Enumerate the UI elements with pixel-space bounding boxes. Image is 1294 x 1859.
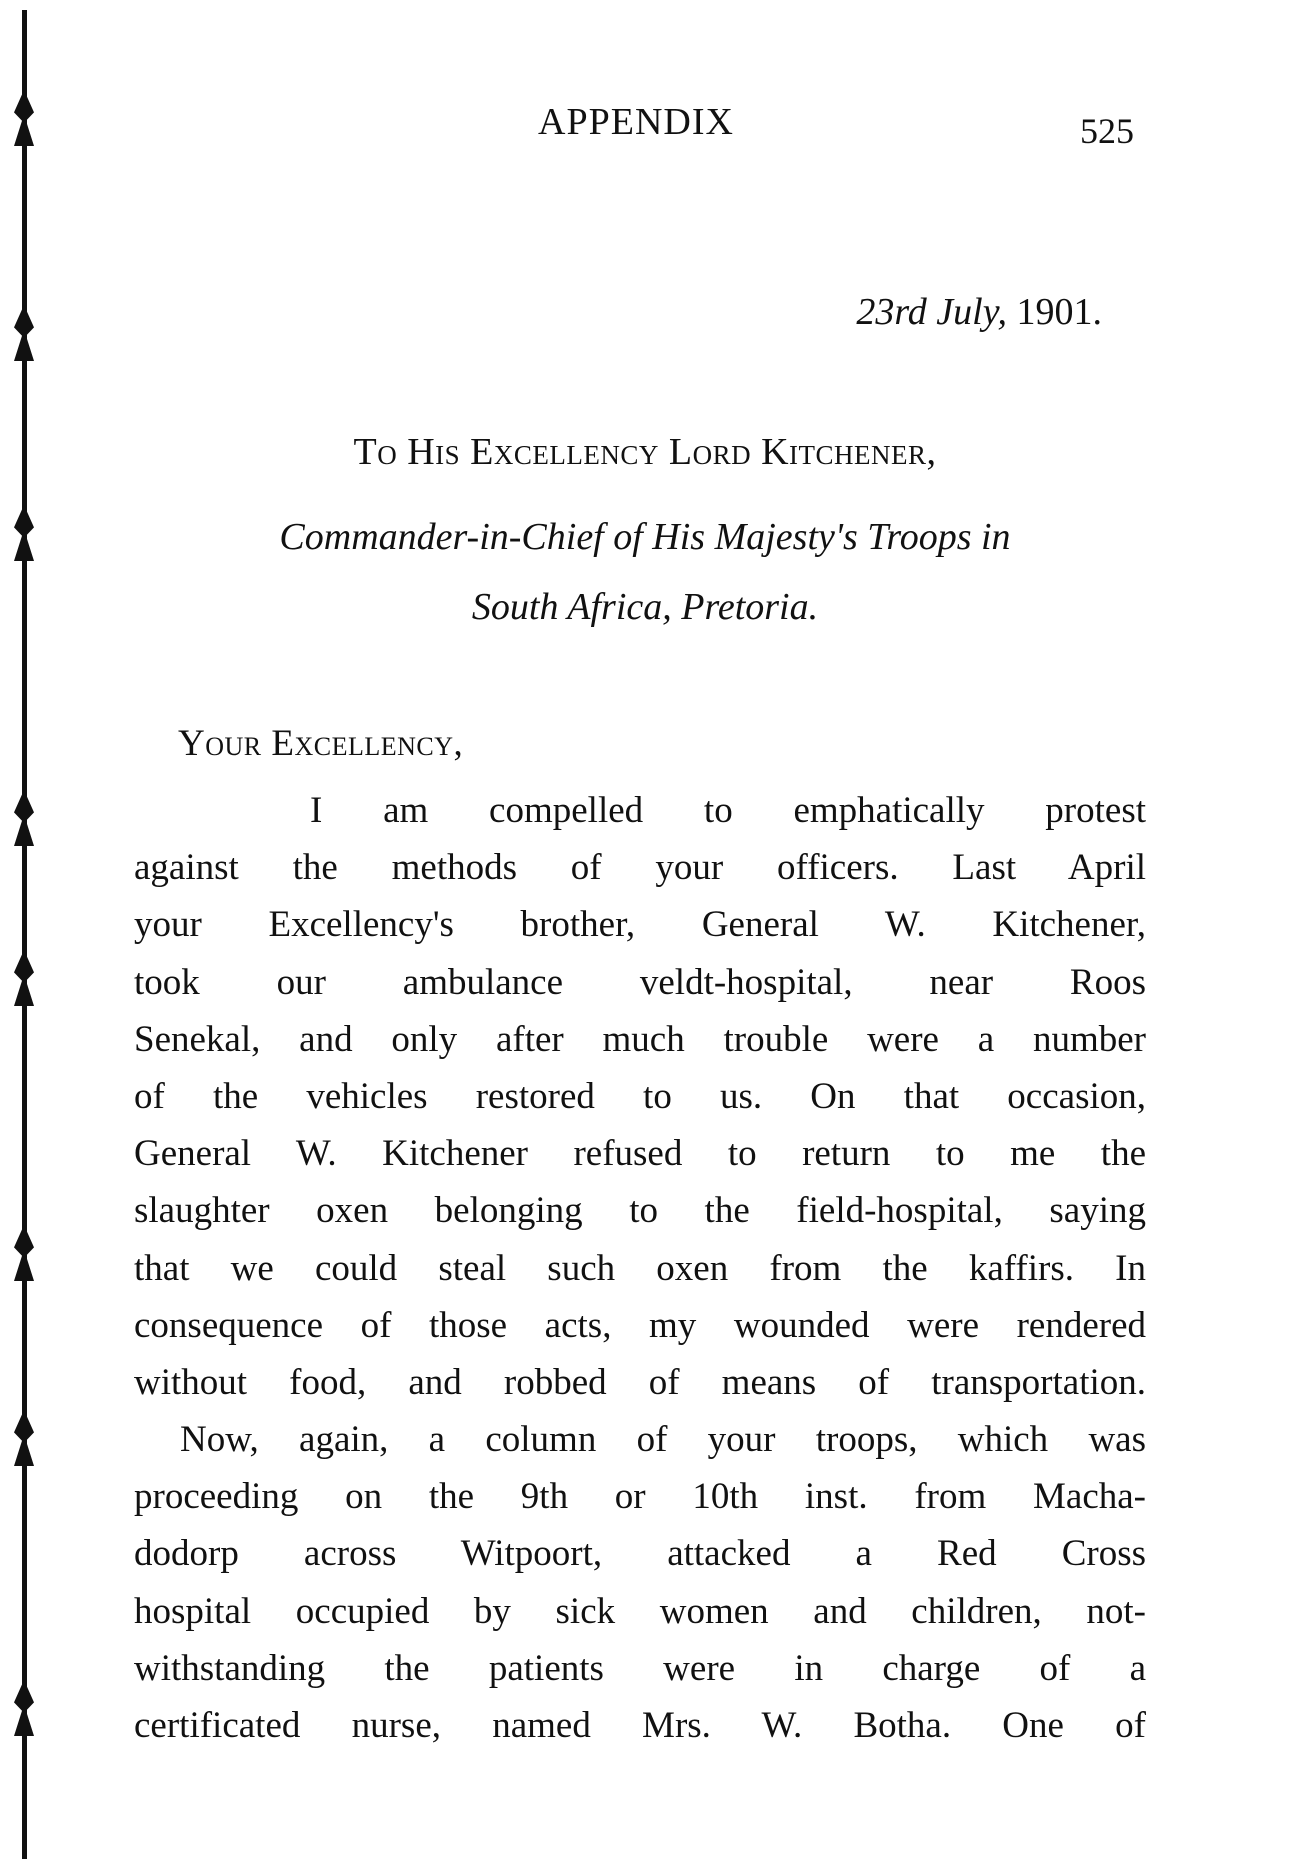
border-ornament: [14, 1225, 34, 1281]
letter-date: 23rd July, 1901.: [856, 291, 1102, 333]
page-number: 525: [1080, 111, 1134, 151]
addressee-location: South Africa, Pretoria.: [471, 586, 819, 628]
body-line: I am compelled to emphatically protest: [310, 790, 1146, 831]
body-line: slaughter oxen belonging to the field-hospital, saying: [134, 1190, 1146, 1232]
running-head: APPENDIX: [538, 101, 734, 143]
border-ornament: [14, 950, 34, 1006]
body-line: certificated nurse, named Mrs. W. Botha. One of: [134, 1705, 1146, 1746]
date-year: 1901.: [1016, 291, 1102, 333]
body-line: dodorp across Witpoort, attacked a Red Cross: [134, 1533, 1146, 1575]
body-line: that we could steal such oxen from the kaffirs. In: [134, 1247, 1146, 1289]
addressee-line: To His Excellency Lord Kitchener,: [353, 431, 937, 473]
body-line: withstanding the patients were in charge of a: [134, 1647, 1146, 1689]
addressee-title: Commander-in-Chief of His Majesty's Troops in: [279, 516, 1011, 558]
page-edge-border: [22, 10, 27, 1859]
body-line: without food, and robbed of means of transportation.: [134, 1361, 1146, 1403]
letter-body: [134, 782, 1146, 1754]
body-line: consequence of those acts, my wounded were rendered: [134, 1304, 1146, 1346]
body-line: Senekal, and only after much trouble were a number: [134, 1018, 1146, 1060]
body-line: took our ambulance veldt-hospital, near Roos: [134, 961, 1146, 1003]
salutation: Your Excellency,: [178, 723, 464, 764]
body-line: proceeding on the 9th or 10th inst. from Macha-: [134, 1476, 1146, 1518]
border-ornament: [14, 305, 34, 361]
border-ornament: [14, 1410, 34, 1466]
date-month: July: [936, 291, 998, 333]
body-line: General W. Kitchener refused to return to me the: [134, 1133, 1146, 1175]
body-line: your Excellency's brother, General W. Kitchener,: [134, 904, 1146, 946]
date-day: 23rd: [856, 291, 927, 333]
body-line: Now, again, a column of your troops, which was: [180, 1419, 1146, 1461]
body-line: hospital occupied by sick women and children, not-: [134, 1590, 1146, 1632]
body-line: of the vehicles restored to us. On that occasion,: [134, 1075, 1146, 1117]
border-ornament: [14, 790, 34, 846]
body-line: against the methods of your officers. Last April: [134, 847, 1146, 889]
border-ornament: [14, 1680, 34, 1736]
